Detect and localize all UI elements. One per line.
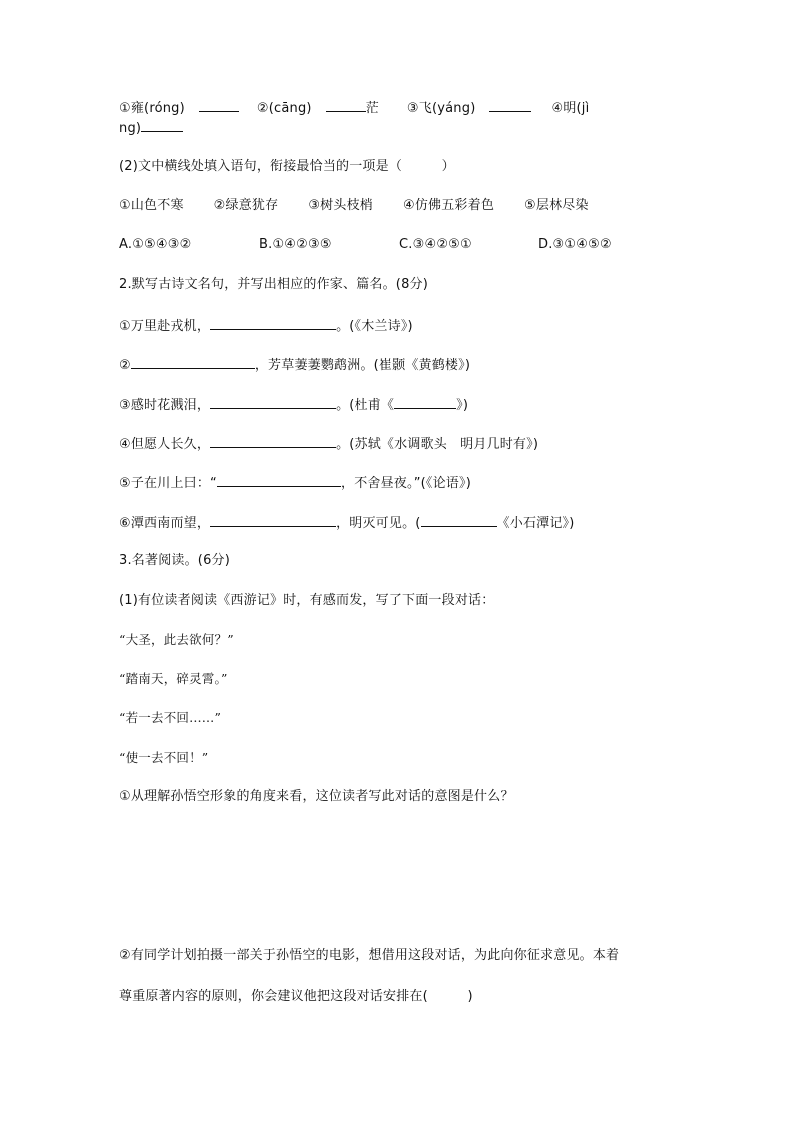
recite-middle: 。(杜甫《 [336, 398, 395, 413]
recite-prefix: ② [119, 358, 131, 373]
recite-suffix: 。(《木兰诗》) [336, 319, 413, 334]
recite-prefix: ⑥潭西南而望， [119, 516, 211, 531]
answer-blank[interactable] [217, 473, 341, 487]
answer-blank[interactable] [131, 355, 255, 369]
recite-item-5 [119, 473, 471, 493]
pinyin-item-2: ②(cāng) [256, 101, 312, 116]
choice-b[interactable]: B.①④②③⑤ [259, 237, 332, 252]
answer-blank[interactable] [210, 395, 336, 409]
choice-list [119, 236, 612, 254]
answer-blank[interactable] [210, 513, 336, 527]
recite-item-6 [119, 513, 575, 533]
dialogue-line: “大圣，此去欲何？” [119, 632, 234, 647]
dialogue-line: “使一去不回！” [119, 750, 209, 765]
recite-item-4 [119, 434, 538, 454]
answer-blank[interactable] [421, 513, 497, 527]
answer-blank[interactable] [326, 98, 366, 112]
choice-c[interactable]: C.③④②⑤① [399, 237, 472, 252]
recite-prefix: ⑤子在川上曰：“ [119, 476, 217, 491]
pinyin-item-4-tail: ng) [119, 121, 142, 136]
question-1-2: (2)文中横线处填入语句，衔接最恰当的一项是（ ） [119, 159, 455, 174]
recite-prefix: ④但愿人长久， [119, 437, 211, 452]
option-item: ②绿意犹存 [213, 198, 279, 213]
recite-item-2 [119, 355, 470, 375]
answer-blank[interactable] [210, 434, 336, 448]
answer-blank[interactable] [141, 118, 183, 132]
option-list [119, 197, 589, 215]
recite-suffix: ，芳草萋萋鹦鹉洲。(崔颢《黄鹤楼》) [254, 358, 471, 373]
pinyin-item-3: ③飞(yáng) [406, 101, 476, 116]
recite-middle: ，明灭可见。( [336, 516, 421, 531]
option-item: ①山色不寒 [119, 198, 184, 213]
option-item: ⑤层林尽染 [524, 198, 589, 213]
question-2-title: 2.默写古诗文名句，并写出相应的作家、篇名。(8分) [119, 277, 429, 292]
question-3-title: 3.名著阅读。(6分) [119, 553, 231, 568]
recite-suffix: 《小石潭记》) [496, 516, 575, 531]
choice-a[interactable]: A.①⑤④③② [119, 237, 192, 252]
recite-prefix: ①万里赴戎机， [119, 319, 211, 334]
dialogue-line: “若一去不回……” [119, 710, 222, 725]
pinyin-line-2 [119, 118, 183, 138]
question-3-1-a: ①从理解孙悟空形象的角度来看，这位读者写此对话的意图是什么？ [119, 789, 514, 804]
recite-item-3 [119, 395, 468, 415]
recite-suffix: ，不舍昼夜。”(《论语》) [341, 476, 471, 491]
answer-blank[interactable] [394, 395, 456, 409]
dialogue-line: “踏南天，碎灵霄。” [119, 671, 228, 686]
pinyin-item-4: ④明(jì [551, 101, 590, 116]
choice-d[interactable]: D.③①④⑤② [538, 237, 612, 252]
option-item: ④仿佛五彩着色 [402, 198, 495, 213]
pinyin-item-1: ①雍(róng) [119, 101, 185, 116]
answer-blank[interactable] [199, 98, 239, 112]
question-3-1: (1)有位读者阅读《西游记》时，有感而发，写了下面一段对话： [119, 593, 495, 608]
pinyin-item-2-tail: 茫 [365, 101, 379, 116]
answer-blank[interactable] [489, 98, 531, 112]
question-3-1-b-line-2: 尊重原著内容的原则，你会建议他把这段对话安排在( ) [119, 989, 473, 1004]
answer-blank[interactable] [210, 316, 336, 330]
question-3-1-b-line-1: ②有同学计划拍摄一部关于孙悟空的电影，想借用这段对话，为此向你征求意见。本着 [119, 948, 620, 963]
pinyin-line-1 [119, 98, 589, 118]
recite-suffix: 。(苏轼《水调歌头 明月几时有》) [336, 437, 539, 452]
recite-prefix: ③感时花溅泪， [119, 398, 211, 413]
recite-item-1 [119, 316, 413, 336]
option-item: ③树头枝梢 [308, 198, 373, 213]
recite-suffix: 》) [456, 398, 469, 413]
